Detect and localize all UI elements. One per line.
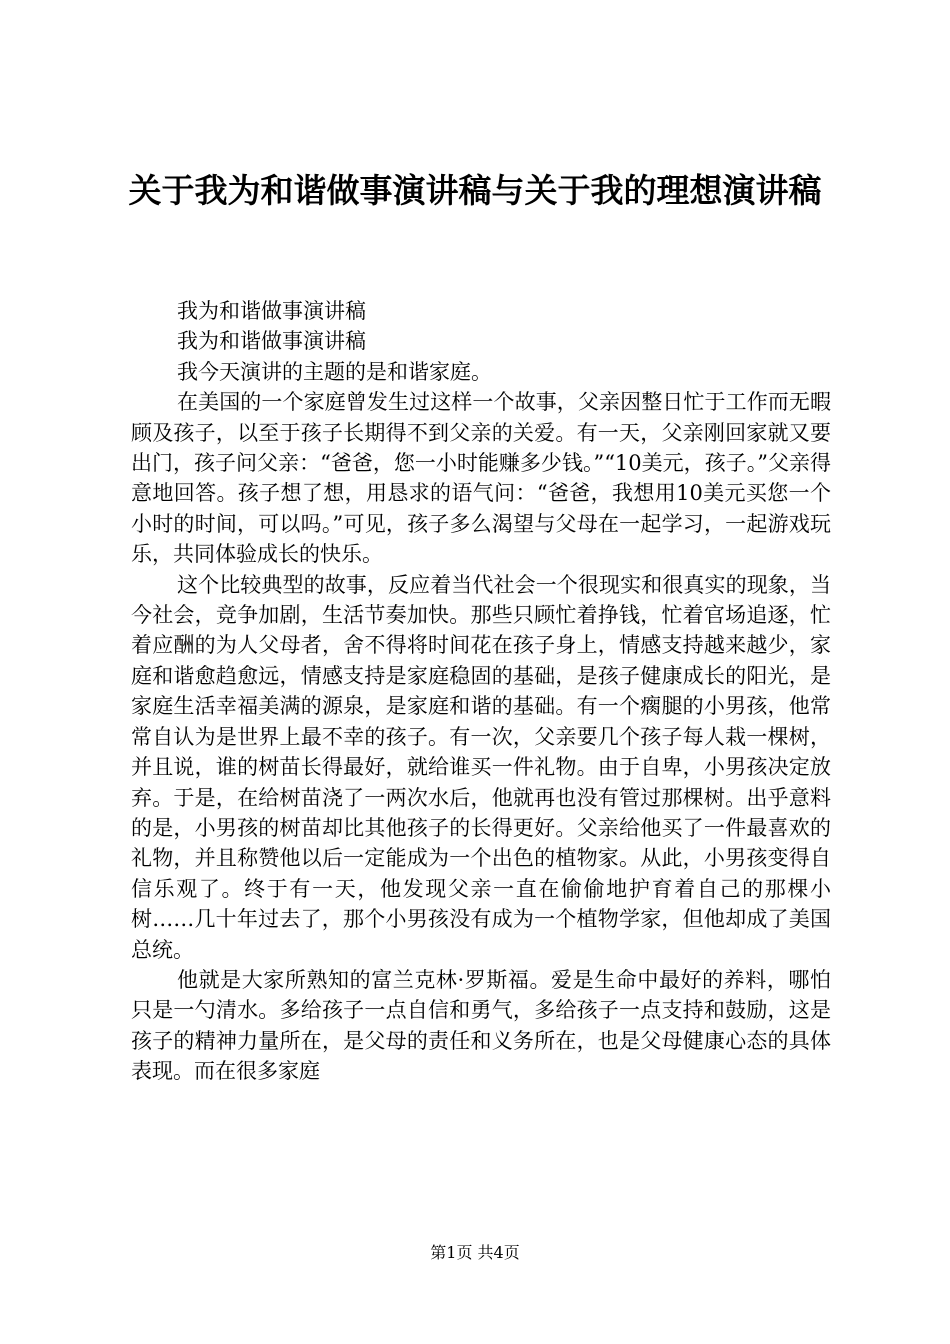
subtitle-line: 我为和谐做事演讲稿: [177, 329, 366, 354]
page-footer: 第1页 共4页: [430, 1243, 520, 1262]
paragraph: 在美国的一个家庭曾发生过这样一个故事，父亲因整日忙于工作而无暇顾及孩子，以至于孩子长期得不到父亲的关爱。有一天，父亲刚回家就又要出门，孩子问父亲：“爸爸，您一小时能赚多少钱。”“10美元，孩子。”父亲得意地回答。孩子想了想，用恳求的语气问：“爸爸，我想用10美元买您一个小时的时间，可以吗。”可见，孩子多么渴望与父母在一起学习，一起游戏玩乐，共同体验成长的快乐。: [131, 390, 831, 567]
document-body: [131, 296, 831, 1087]
paragraph: 这个比较典型的故事，反应着当代社会一个很现实和很真实的现象，当今社会，竞争加剧，生活节奏加快。那些只顾忙着挣钱，忙着官场追逐，忙着应酬的为人父母者，舍不得将时间花在孩子身上，情感支持越来越少，家庭和谐愈趋愈远，情感支持是家庭稳固的基础，是孩子健康成长的阳光，是家庭生活幸福美满的源泉，是家庭和谐的基础。有一个瘸腿的小男孩，他常常自认为是世界上最不幸的孩子。有一次，父亲要几个孩子每人栽一棵树，并且说，谁的树苗长得最好，就给谁买一件礼物。由于自卑，小男孩决定放弃。于是，在给树苗浇了一两次水后，他就再也没有管过那棵树。出乎意料的是，小男孩的树苗却比其他孩子的长得更好。父亲给他买了一件最喜欢的礼物，并且称赞他以后一定能成为一个出色的植物家。从此，小男孩变得自信乐观了。终于有一天，他发现父亲一直在偷偷地护育着自己的那棵小树……几十年过去了，那个小男孩没有成为一个植物学家，但他却成了美国总统。: [131, 572, 831, 962]
document-title: 关于我为和谐做事演讲稿与关于我的理想演讲稿: [128, 171, 822, 210]
intro-line: 我今天演讲的主题的是和谐家庭。: [177, 359, 492, 384]
subtitle-line: 我为和谐做事演讲稿: [177, 299, 366, 323]
paragraph: 他就是大家所熟知的富兰克林·罗斯福。爱是生命中最好的养料，哪怕只是一勺清水。多给孩子一点自信和勇气，多给孩子一点支持和鼓励，这是孩子的精神力量所在，是父母的责任和义务所在，也是父母健康心态的具体表现。而在很多家庭: [131, 967, 831, 1084]
